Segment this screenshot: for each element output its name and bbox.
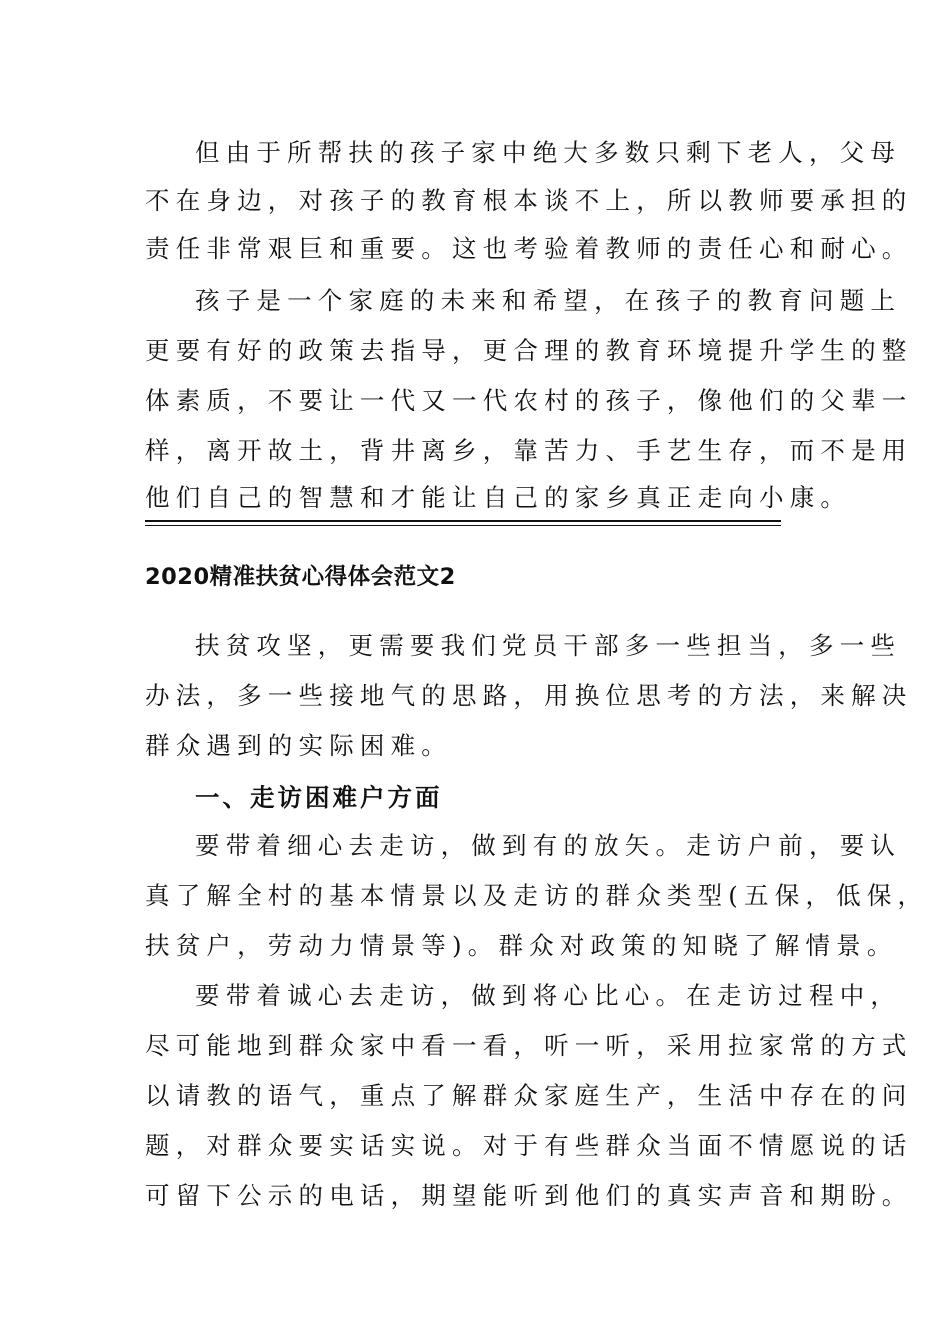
paragraph-line: 他们自己的智慧和才能让自己的家乡真正走向小康。 [145, 483, 852, 512]
paragraph-line: 要带着细心去走访，做到有的放矢。走访户前，要认 [195, 831, 902, 860]
divider-thick [145, 520, 781, 522]
paragraph-line: 办法，多一些接地气的思路，用换位思考的方法，来解决 [145, 681, 913, 710]
paragraph-line: 责任非常艰巨和重要。这也考验着教师的责任心和耐心。 [145, 234, 913, 263]
paragraph-line: 真了解全村的基本情景以及走访的群众类型(五保，低保， [145, 881, 929, 910]
paragraph-line: 群众遇到的实际困难。 [145, 731, 452, 760]
paragraph-line: 尽可能地到群众家中看一看，听一听，采用拉家常的方式 [145, 1031, 913, 1060]
paragraph-line: 以请教的语气，重点了解群众家庭生产，生活中存在的问 [145, 1081, 913, 1110]
paragraph-line: 可留下公示的电话，期望能听到他们的真实声音和期盼。 [145, 1181, 913, 1210]
subheading: 一、走访困难户方面 [195, 783, 443, 812]
paragraph-line: 孩子是一个家庭的未来和希望，在孩子的教育问题上 [195, 286, 902, 315]
paragraph-line: 要带着诚心去走访，做到将心比心。在走访过程中， [195, 981, 902, 1010]
paragraph-line: 扶贫户，劳动力情景等)。群众对政策的知晓了解情景。 [145, 931, 898, 960]
paragraph-line: 但由于所帮扶的孩子家中绝大多数只剩下老人，父母 [195, 138, 902, 167]
paragraph-line: 样，离开故土，背井离乡，靠苦力、手艺生存，而不是用 [145, 436, 913, 465]
paragraph-line: 扶贫攻坚，更需要我们党员干部多一些担当，多一些 [195, 631, 902, 660]
paragraph-line: 更要有好的政策去指导，更合理的教育环境提升学生的整 [145, 336, 913, 365]
paragraph-line: 不在身边，对孩子的教育根本谈不上，所以教师要承担的 [145, 186, 913, 215]
section-title: 2020精准扶贫心得体会范文2 [145, 564, 456, 590]
divider-thin [145, 525, 781, 526]
paragraph-line: 体素质，不要让一代又一代农村的孩子，像他们的父辈一 [145, 386, 913, 415]
paragraph-line: 题，对群众要实话实说。对于有些群众当面不情愿说的话 [145, 1131, 913, 1160]
